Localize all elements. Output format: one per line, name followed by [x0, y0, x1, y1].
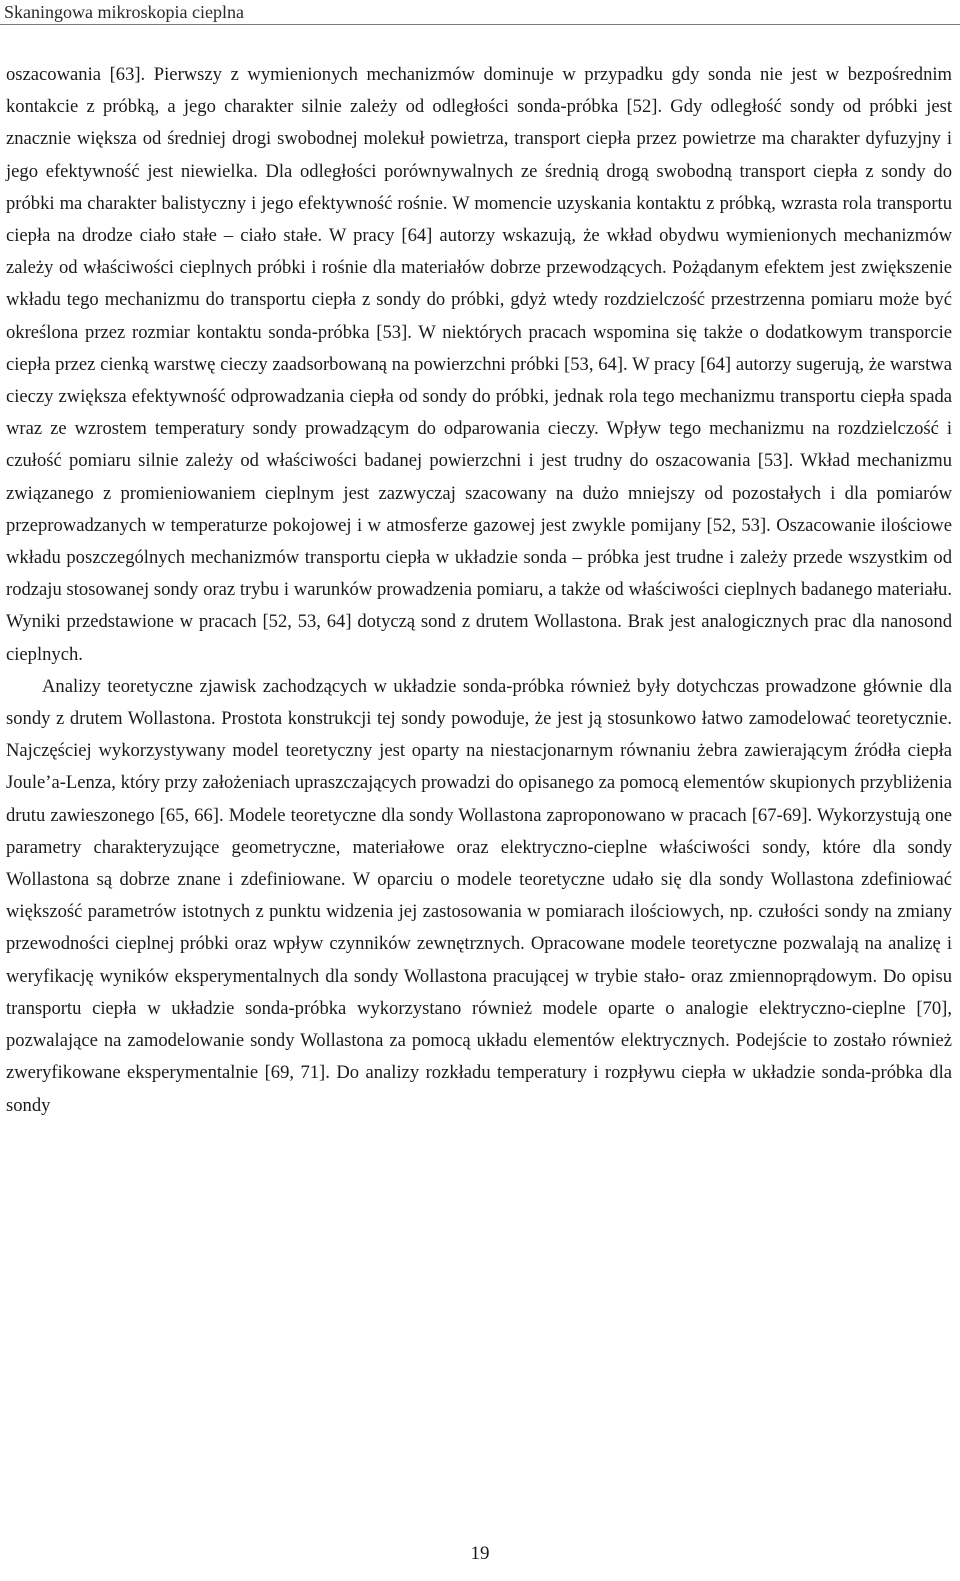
running-header-title: Skaningowa mikroskopia cieplna — [4, 2, 244, 22]
paragraph-theoretical-analyses: Analizy teoretyczne zjawisk zachodzących w układzie sonda-próbka również były dotychczas prowadzone głównie dla sondy z drutem Wollastona. Prostota konstrukcji tej sondy powoduje, że jest ją stosunkowo łatwo zamodelować teoretycznie. Najczęściej wykorzystywany model teoretyczny jest oparty na niestacjonarnym równaniu żebra zawierającym źródła ciepła Joule’a-Lenza, który przy założeniach upraszczających prowadzi do opisanego za pomocą elementów skupionych przybliżenia drutu zawieszonego [65, 66]. Modele teoretyczne dla sondy Wollastona zaproponowano w pracach [67-69]. Wykorzystują one parametry charakteryzujące geometryczne, materiałowe oraz elektryczno-cieplne właściwości sondy, które dla sondy Wollastona są dobrze znane i zdefiniowane. W oparciu o modele teoretyczne udało się dla sondy Wollastona zdefiniować większość parametrów istotnych z punktu widzenia jej zastosowania w pomiarach ilościowych, np. czułości sondy na zmiany przewodności cieplnej próbki oraz wpływ czynników zewnętrznych. Opracowane modele teoretyczne pozwalają na analizę i weryfikację wyników eksperymentalnych dla sondy Wollastona pracującej w trybie stało- oraz zmiennoprądowym. Do opisu transportu ciepła w układzie sonda-próbka wykorzystano również modele oparte o analogie elektryczno-cieplne [70], pozwalające na zamodelowanie sondy Wollastona za pomocą układu elementów elektrycznych. Podejście to zostało również zweryfikowane eksperymentalnie [69, 71]. Do analizy rozkładu temperatury i rozpływu ciepła w układzie sonda-próbka dla sondy — [6, 675, 952, 1116]
main-text — [6, 59, 952, 1122]
header-divider — [0, 24, 960, 25]
paragraph-continuation: oszacowania [63]. Pierwszy z wymienionych mechanizmów dominuje w przypadku gdy sonda nie jest w bezpośrednim kontakcie z próbką, a jego charakter silnie zależy od odległości sonda-próbka [52]. Gdy odległość sondy od próbki jest znacznie większa od średniej drogi swobodnej molekuł powietrza, transport ciepła przez powietrze ma charakter dyfuzyjny i jego efektywność jest niewielka. Dla odległości porównywalnych ze średnią drogą swobodną transport ciepła z sondy do próbki ma charakter balistyczny i jego efektywność rośnie. W momencie uzyskania kontaktu z próbką, wzrasta rola transportu ciepła na drodze ciało stałe – ciało stałe. W pracy [64] autorzy wskazują, że wkład obydwu wymienionych mechanizmów zależy od właściwości cieplnych próbki i rośnie dla materiałów dobrze przewodzących. Pożądanym efektem jest zwiększenie wkładu tego mechanizmu do transportu ciepła z sondy do próbki, gdyż wtedy rozdzielczość przestrzenna pomiaru może być określona przez rozmiar kontaktu sonda-próbka [53]. W niektórych pracach wspomina się także o dodatkowym transporcie ciepła przez cienką warstwę cieczy zaadsorbowaną na powierzchni próbki [53, 64]. W pracy [64] autorzy sugerują, że warstwa cieczy zwiększa efektywność odprowadzania ciepła od sondy do próbki, jednak rola tego mechanizmu transportu ciepła spada wraz ze wzrostem temperatury sondy prowadzącym do odparowania cieczy. Wpływ tego mechanizmu na rozdzielczość i czułość pomiaru silnie zależy od właściwości badanej powierzchni i jest trudny do oszacowania [53]. Wkład mechanizmu związanego z promieniowaniem cieplnym jest zazwyczaj szacowany na dużo mniejszy od pozostałych i dla pomiarów przeprowadzanych w temperaturze pokojowej i w atmosferze gazowej jest zwykle pomijany [52, 53]. Oszacowanie ilościowe wkładu poszczególnych mechanizmów transportu ciepła w układzie sonda – próbka jest trudne i zależy przede wszystkim od rodzaju stosowanej sondy oraz trybu i warunków prowadzenia pomiaru, a także od właściwości cieplnych badanego materiału. Wyniki przedstawione w pracach [52, 53, 64] dotyczą sond z drutem Wollastona. Brak jest analogicznych prac dla nanosond cieplnych. — [6, 64, 952, 665]
running-header — [0, 0, 960, 26]
page-number: 19 — [470, 1543, 490, 1564]
